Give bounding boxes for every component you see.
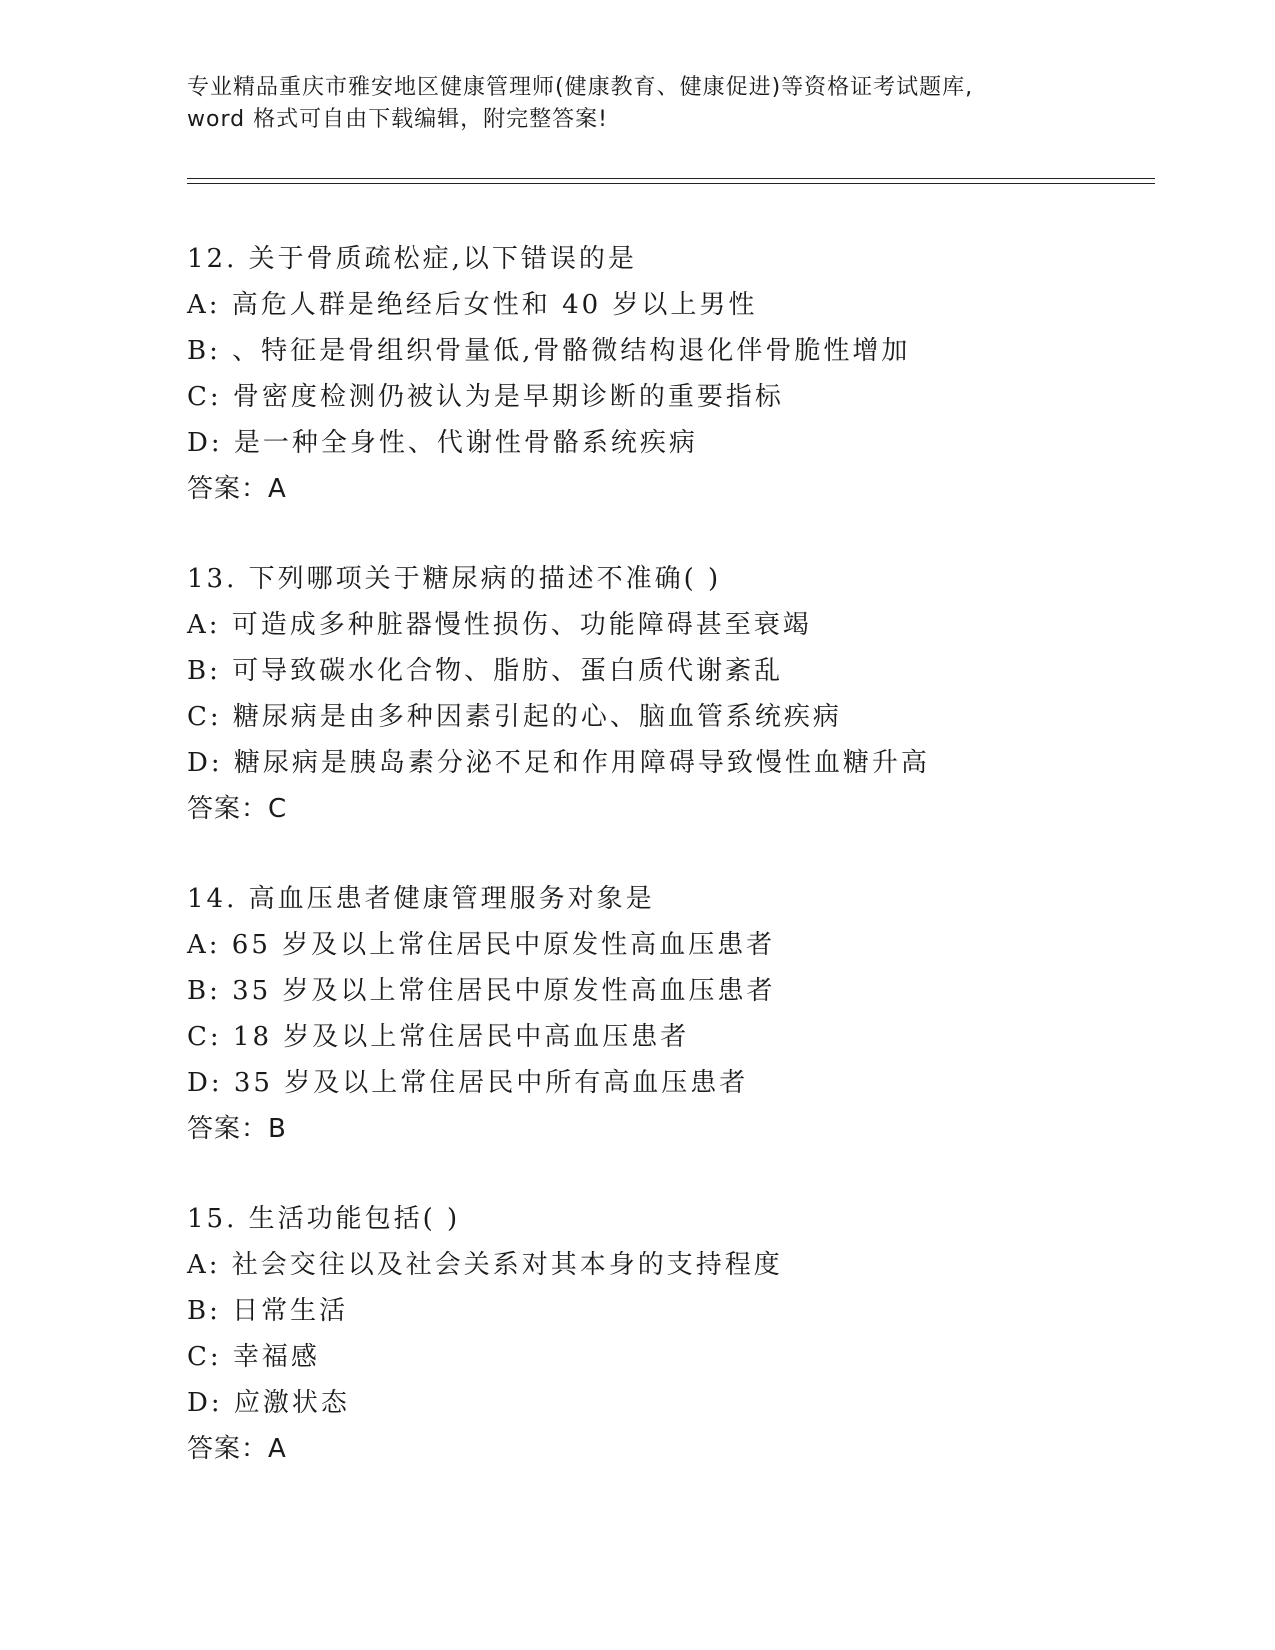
header-divider-top [187, 178, 1155, 179]
option-c: C: 糖尿病是由多种因素引起的心、脑血管系统疾病 [187, 702, 842, 732]
document-header [187, 72, 1087, 136]
answer: 答案：B [187, 1114, 287, 1144]
question-15 [187, 1196, 1167, 1472]
header-divider-bottom [187, 183, 1155, 184]
question-14 [187, 876, 1167, 1152]
option-b: B: 日常生活 [187, 1296, 349, 1326]
option-a: A: 社会交往以及社会关系对其本身的支持程度 [187, 1250, 783, 1280]
option-d: D: 35 岁及以上常住居民中所有高血压患者 [187, 1068, 749, 1098]
option-d: D: 糖尿病是胰岛素分泌不足和作用障碍导致慢性血糖升高 [187, 748, 930, 778]
option-d: D: 是一种全身性、代谢性骨骼系统疾病 [187, 428, 698, 458]
option-c: C: 骨密度检测仍被认为是早期诊断的重要指标 [187, 382, 784, 412]
option-c: C: 幸福感 [187, 1342, 320, 1372]
option-b: B: 35 岁及以上常住居民中原发性高血压患者 [187, 976, 776, 1006]
option-a: A: 65 岁及以上常住居民中原发性高血压患者 [187, 930, 776, 960]
answer: 答案：A [187, 1434, 287, 1464]
header-line-1: 专业精品重庆市雅安地区健康管理师(健康教育、健康促进)等资格证考试题库, [187, 75, 974, 100]
answer: 答案：C [187, 794, 288, 824]
option-c: C: 18 岁及以上常住居民中高血压患者 [187, 1022, 690, 1052]
answer: 答案：A [187, 474, 287, 504]
header-line-2: word 格式可自由下载编辑，附完整答案! [187, 107, 608, 132]
option-d: D: 应激状态 [187, 1388, 350, 1418]
question-stem: 14. 高血压患者健康管理服务对象是 [187, 884, 655, 914]
question-stem: 12. 关于骨质疏松症,以下错误的是 [187, 244, 637, 274]
option-b: B: 、特征是骨组织骨量低,骨骼微结构退化伴骨脆性增加 [187, 336, 911, 366]
question-13 [187, 556, 1167, 832]
option-a: A: 可造成多种脏器慢性损伤、功能障碍甚至衰竭 [187, 610, 812, 640]
question-stem: 15. 生活功能包括( ) [187, 1204, 461, 1234]
question-12 [187, 236, 1167, 512]
option-b: B: 可导致碳水化合物、脂肪、蛋白质代谢紊乱 [187, 656, 784, 686]
option-a: A: 高危人群是绝经后女性和 40 岁以上男性 [187, 290, 758, 320]
question-stem: 13. 下列哪项关于糖尿病的描述不准确( ) [187, 564, 722, 594]
